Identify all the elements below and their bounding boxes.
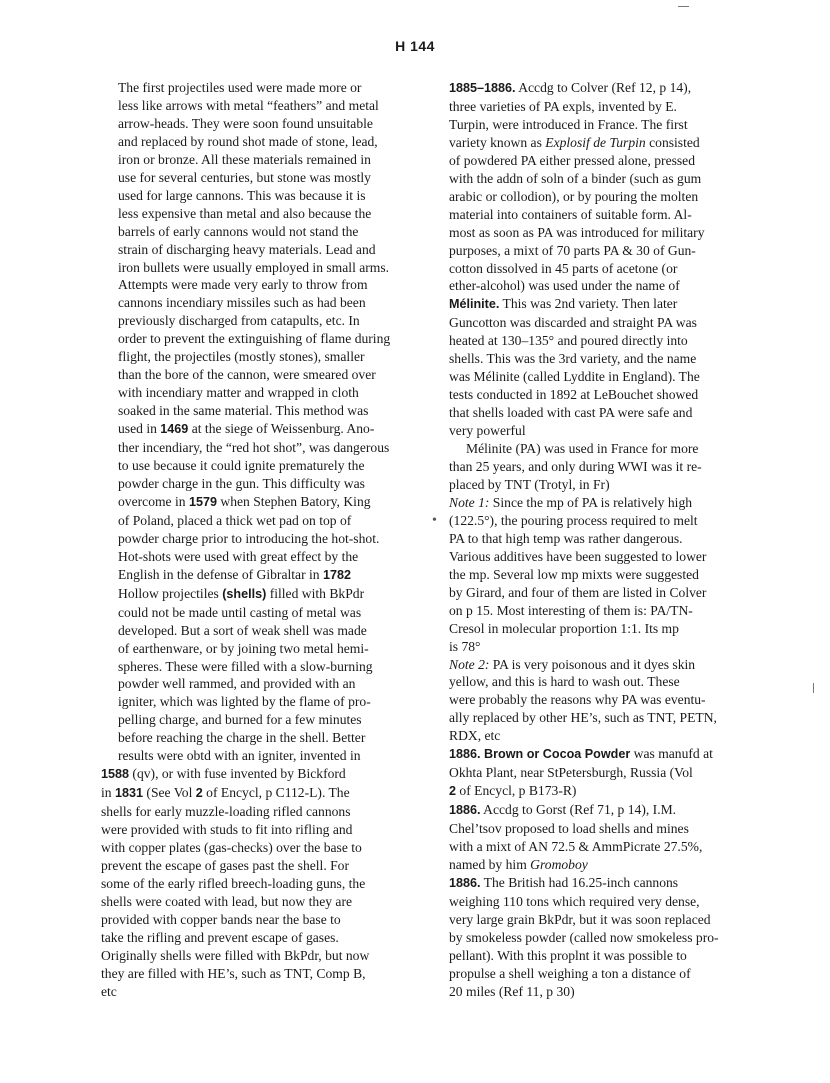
text-line	[449, 79, 761, 98]
text-run: used in	[118, 421, 161, 437]
text-line: by smokeless powder (called now smokeless pro-	[449, 929, 719, 945]
page-number: H 144	[395, 38, 435, 54]
entry-1886-gromoboy	[449, 801, 761, 874]
text-run: The British had 16.25-inch cannons	[480, 874, 679, 890]
text-line: developed. But a sort of weak shell was made	[118, 622, 367, 638]
term-explosif-de-turpin: Explosif de Turpin	[545, 134, 646, 150]
text-line: very large grain BkPdr, but it was soon replaced	[449, 911, 711, 927]
text-run: named by him	[449, 856, 531, 872]
text-line: powder well rammed, and provided with an	[118, 676, 356, 692]
text-run: This was 2nd variety. Then later	[499, 296, 678, 312]
text-line: previously discharged from catapults, etc. In	[118, 313, 360, 329]
paragraph-hollow-projectiles	[101, 585, 419, 1001]
text-line: could not be made until casting of metal was	[118, 604, 362, 620]
text-line: PA to that high temp was rather dangerous.	[449, 530, 683, 546]
text-run: PA is very poisonous and it dyes skin	[489, 656, 696, 672]
text-line: pelling charge, and burned for a few minutes	[118, 712, 362, 728]
text-line	[449, 874, 761, 893]
note-label: Note 2:	[449, 656, 490, 672]
text-line: 20 miles (Ref 11, p 30)	[449, 983, 575, 999]
text-line: pellant). With this proplnt it was possible to	[449, 947, 687, 963]
text-line: The first projectiles used were made more or	[118, 80, 362, 95]
term-shells: (shells)	[222, 586, 267, 601]
text-line: cotton dissolved in 45 parts of acetone (or	[449, 260, 678, 276]
text-run: (See Vol	[143, 785, 196, 801]
text-line: propulse a shell weighing a ton a distance of	[449, 965, 691, 981]
text-line: yellow, and this is hard to wash out. These	[449, 674, 680, 690]
text-line	[449, 856, 761, 874]
text-line	[101, 765, 419, 784]
year-1588: 1588	[101, 767, 130, 782]
text-run: Hollow projectiles	[118, 585, 223, 601]
entry-1885-1886	[449, 79, 761, 440]
text-line: arrow-heads. They were soon found unsuitable	[118, 115, 373, 131]
text-line: cannons incendiary missiles such as had been	[118, 295, 366, 311]
text-line: (122.5°), the pouring process required to melt	[449, 512, 698, 528]
scan-mark	[678, 6, 689, 7]
text-line: less like arrows with metal “feathers” and metal	[118, 97, 379, 113]
text-line: ther incendiary, the “red hot shot”, was dangerous	[118, 440, 390, 456]
text-line: is 78°	[449, 638, 481, 654]
text-run: (qv), or with fuse invented by Bickford	[129, 766, 346, 782]
text-line: arabic or collodion), or by pouring the molten	[449, 188, 699, 204]
note-2	[449, 656, 761, 746]
entry-1886-brown-powder	[449, 745, 761, 801]
text-line: most as soon as PA was introduced for military	[449, 224, 705, 240]
text-line: they are filled with HE’s, such as TNT, Comp B,	[101, 965, 366, 981]
text-run: when Stephen Batory, King	[217, 493, 371, 509]
text-run: consisted	[645, 134, 700, 150]
text-line: was Mélinite (called Lyddite in England). The	[449, 369, 700, 385]
text-line	[449, 801, 761, 820]
text-line: the mp. Several low mp mixts were suggested	[449, 566, 699, 582]
text-line: Originally shells were filled with BkPdr, but now	[101, 947, 370, 963]
text-line	[449, 134, 761, 152]
note-1	[449, 494, 761, 656]
left-column	[101, 79, 419, 1001]
text-run: Since the mp of PA is relatively high	[489, 494, 693, 510]
scan-dash	[813, 683, 814, 693]
text-line: prevent the escape of gases past the shell. For	[101, 857, 350, 873]
text-line: with the addn of soln of a binder (such as gum	[449, 170, 702, 186]
text-line: Guncotton was discarded and straight PA was	[449, 315, 697, 331]
text-line: heated at 130–135° and poured directly into	[449, 333, 688, 349]
text-run: at the siege of Weissenburg. Ano-	[188, 421, 375, 437]
text-line: of powdered PA either pressed alone, pressed	[449, 152, 696, 168]
text-line	[449, 295, 761, 314]
text-line: ether-alcohol) was used under the name of	[449, 278, 680, 294]
year-1831: 1831	[114, 786, 144, 801]
year-1782: 1782	[322, 567, 352, 582]
text-line: of Poland, placed a thick wet pad on top of	[118, 512, 352, 528]
text-line: and replaced by round shot made of stone, lead,	[118, 133, 378, 149]
text-run: Accdg to Colver (Ref 12, p 14),	[515, 80, 692, 95]
text-line: results were obtd with an igniter, invented in	[118, 748, 361, 764]
text-line: were probably the reasons why PA was eventu-	[449, 692, 706, 708]
paragraph-melinite-use	[449, 440, 761, 494]
entry-year: 1886.	[449, 803, 481, 818]
text-line: before reaching the charge in the shell. Better	[118, 730, 366, 746]
volume-number: 2	[195, 786, 203, 801]
text-line: than the bore of the cannon, were smeared over	[118, 367, 376, 383]
text-line: some of the early rifled breech-loading guns, the	[101, 875, 366, 891]
text-line: etc	[101, 983, 117, 999]
text-line: material into containers of suitable form. Al-	[449, 206, 692, 222]
text-line: Cresol in molecular proportion 1:1. Its mp	[449, 620, 679, 636]
text-line	[101, 784, 419, 803]
text-line: powder charge in the gun. This difficulty was	[118, 475, 365, 491]
text-line: take the rifling and prevent escape of gases.	[101, 929, 339, 945]
text-line: order to prevent the extinguishing of flame during	[118, 331, 391, 347]
text-line: spheres. These were filled with a slow-burning	[118, 658, 373, 674]
text-line: with copper plates (gas-checks) over the base to	[101, 840, 362, 856]
text-run: in	[101, 785, 115, 801]
text-line	[101, 566, 419, 585]
text-line: provided with copper bands near the base to	[101, 911, 341, 927]
text-run: overcome in	[118, 493, 189, 509]
term-gromoboy: Gromoboy	[530, 856, 588, 872]
text-line: with incendiary matter and wrapped in cloth	[118, 385, 359, 401]
volume-number: 2	[449, 784, 457, 799]
text-line: barrels of early cannons would not stand the	[118, 223, 359, 239]
text-line: Turpin, were introduced in France. The first	[449, 116, 688, 132]
year-1579: 1579	[188, 494, 217, 509]
text-line: shells for early muzzle-loading rifled cannons	[101, 804, 351, 820]
text-line: tests conducted in 1892 at LeBouchet showed	[449, 387, 699, 403]
text-line: on p 15. Most interesting of them is: PA/TN-	[449, 602, 693, 618]
paragraph-early-projectiles	[101, 79, 419, 585]
text-line: Okhta Plant, near StPetersburgh, Russia (Vol	[449, 765, 693, 781]
text-line	[101, 585, 419, 604]
term-melinite: Mélinite.	[449, 297, 500, 312]
text-line: placed by TNT (Trotyl, in Fr)	[449, 476, 610, 492]
text-line: strain of discharging heavy materials. Lead and	[118, 241, 376, 257]
text-line: Various additives have been suggested to lower	[449, 548, 707, 564]
text-line: than 25 years, and only during WWI was it re-	[449, 459, 702, 475]
text-line: purposes, a mixt of 70 parts PA & 30 of Gun-	[449, 242, 696, 258]
text-line: Chel’tsov proposed to load shells and mines	[449, 821, 689, 837]
text-line: iron bullets were usually employed in small arms.	[118, 259, 390, 275]
entry-year: 1886.	[449, 747, 481, 762]
right-column	[449, 79, 761, 1001]
text-line: shells. This was the 3rd variety, and the name	[449, 351, 697, 367]
text-line: Attempts were made very early to throw from	[118, 277, 368, 293]
text-run: Accdg to Gorst (Ref 71, p 14), I.M.	[480, 802, 677, 818]
term-brown-cocoa-powder: Brown or Cocoa Powder	[480, 747, 631, 762]
text-line	[449, 745, 761, 764]
text-line: weighing 110 tons which required very dense,	[449, 893, 700, 909]
text-line: of earthenware, or by joining two metal hemi-	[118, 640, 369, 656]
note-label: Note 1:	[449, 494, 490, 510]
text-run: was manufd at	[630, 746, 713, 762]
text-line: shells were coated with lead, but now they are	[101, 893, 353, 909]
text-run: of Encycl, p C112-L). The	[202, 785, 350, 801]
text-run: filled with BkPdr	[266, 585, 365, 601]
text-line	[449, 782, 761, 801]
text-line: that shells loaded with cast PA were safe and	[449, 405, 693, 421]
year-1469: 1469	[160, 422, 189, 437]
text-run: variety known as	[449, 134, 546, 150]
text-line	[449, 494, 761, 512]
entry-year: 1885–1886.	[449, 81, 516, 95]
text-line: RDX, etc	[449, 728, 501, 744]
text-run: English in the defense of Gibraltar in	[118, 566, 323, 582]
text-line: Hot-shots were used with great effect by the	[118, 548, 359, 564]
text-line: were provided with studs to fit into rifling and	[101, 822, 353, 838]
text-line	[101, 420, 419, 439]
entry-year: 1886.	[449, 875, 481, 890]
text-line: igniter, which was lighted by the flame of pro-	[118, 694, 371, 710]
text-line	[101, 493, 419, 512]
text-line: very powerful	[449, 423, 526, 439]
text-line: to use because it could ignite prematurely the	[118, 458, 365, 474]
text-line	[449, 656, 761, 674]
text-line: three varieties of PA expls, invented by E.	[449, 98, 677, 114]
text-line: use for several centuries, but stone was mostly	[118, 169, 371, 185]
text-line: less expensive than metal and also because the	[118, 205, 372, 221]
text-line: Mélinite (PA) was used in France for more	[466, 441, 699, 457]
text-line: by Girard, and four of them are listed in Colver	[449, 584, 707, 600]
text-run: of Encycl, p B173-R)	[456, 783, 577, 799]
scan-dot: •	[432, 513, 437, 528]
text-line: iron or bronze. All these materials remained in	[118, 151, 371, 167]
text-line: soaked in the same material. This method was	[118, 403, 369, 419]
text-line: flight, the projectiles (mostly stones), smaller	[118, 349, 365, 365]
text-line: used for large cannons. This was because it is	[118, 187, 366, 203]
text-line: ally replaced by other HE’s, such as TNT, PETN,	[449, 710, 717, 726]
entry-1886-british-cannons	[449, 874, 761, 1001]
text-line: with a mixt of AN 72.5 & AmmPicrate 27.5%,	[449, 839, 703, 855]
text-line: powder charge prior to introducing the hot-shot.	[118, 530, 380, 546]
